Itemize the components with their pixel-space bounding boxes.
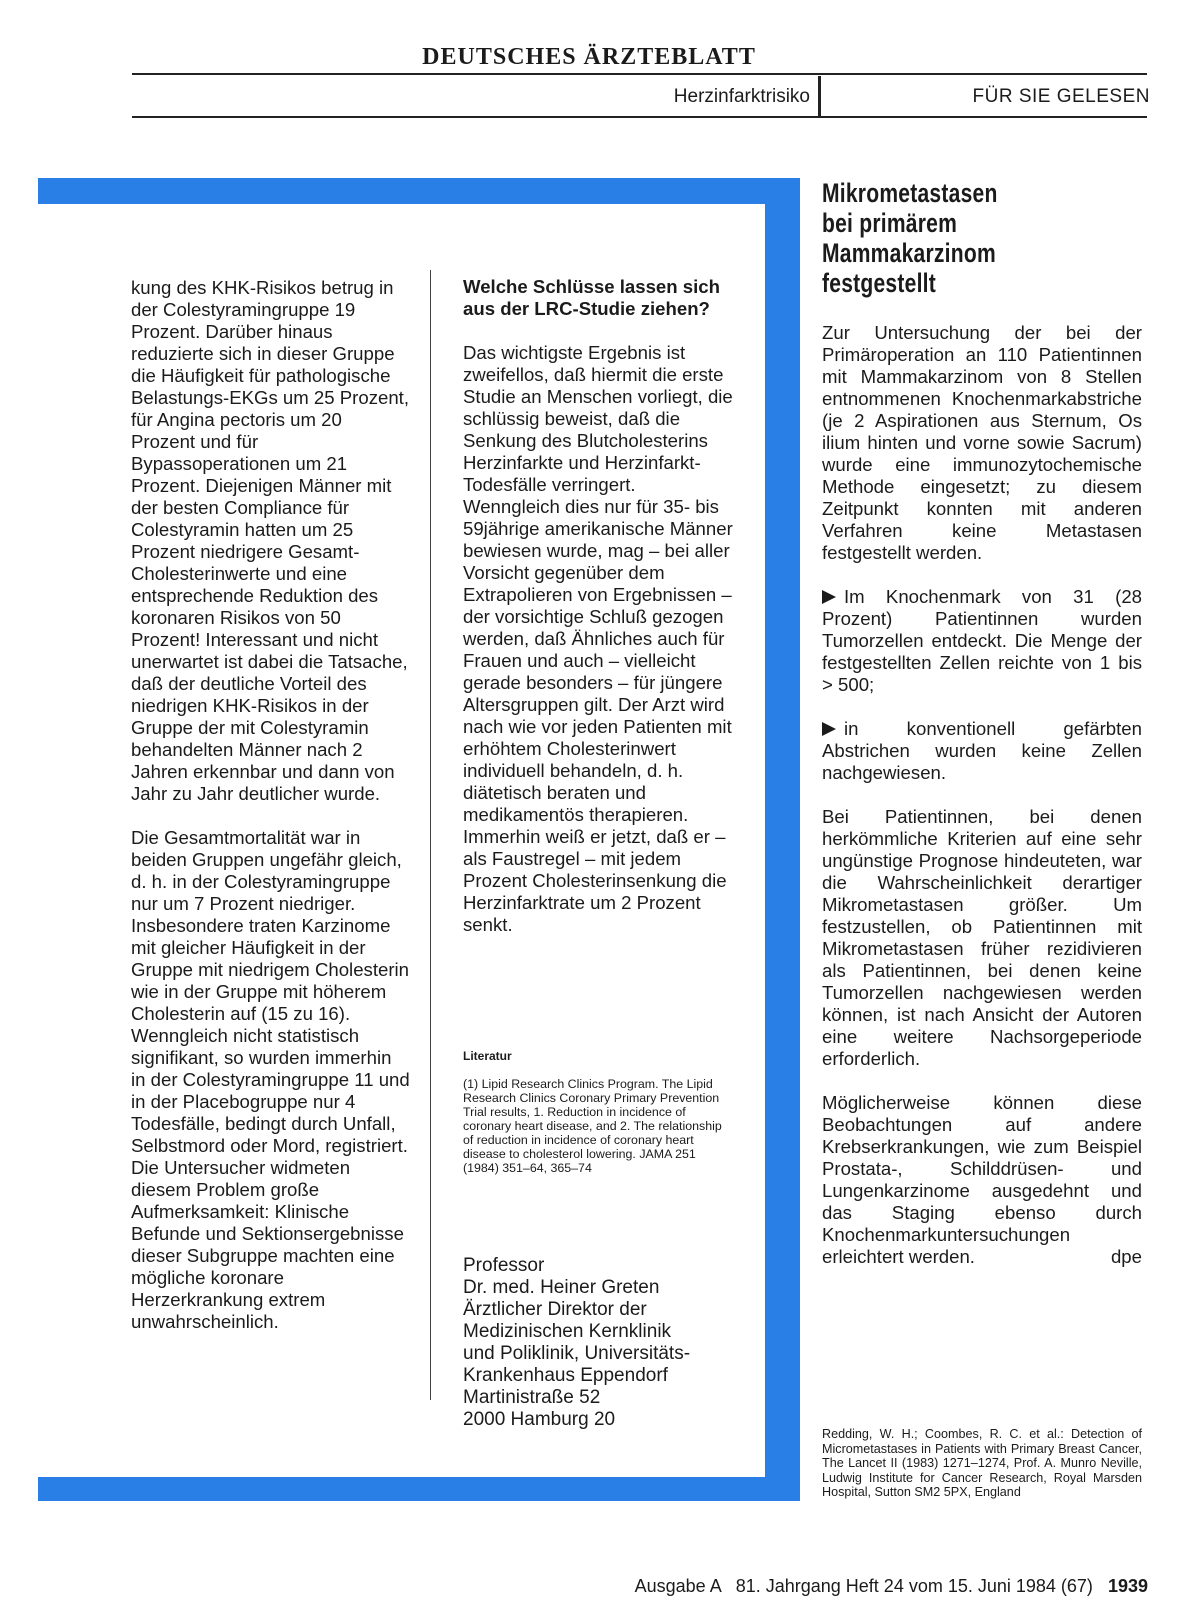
sidebar-intro: Zur Untersuchung der bei der Primäroperation an 110 Patientinnen mit Mammakarzinom von 8 Stellen entnommenen Knochenmarkabstriche (je 2 Aspirationen aus Sternum, Os ilium hinten und vorne sowie Sacrum) wurde eine immunozytochemische Methode eingesetzt; zu diesem Zeitpunkt konnten mit anderen Verfahren keine Metastasen festgestellt werden.: [822, 322, 1142, 563]
sidebar-paragraph-3: Bei Patientinnen, bei denen herkömmliche Kriterien auf eine sehr ungünstige Prognose hindeuteten, war die Wahrscheinlichkeit derartiger Mikrometastasen größer. Um festzustellen, ob Patientinnen mit Mikrometastasen früher rezidivieren als Patientinnen, bei denen keine Tumorzellen nachgewiesen werden können, ist nach Ansicht der Autoren eine weitere Nachsorgeperiode erforderlich.: [822, 806, 1142, 1069]
column-divider: [430, 270, 431, 1400]
headline-line-2: bei primärem: [822, 208, 958, 238]
author-line-1: Professor: [463, 1255, 545, 1276]
literature-text: (1) Lipid Research Clinics Program. The Lipid Research Clinics Coronary Primary Prevention Trial results, 1. Reduction in incidence of coronary heart disease, and 2. The relationship of reduction in incidence of coronary heart disease to cholesterol lowering. JAMA 251 (1984) 351–64, 365–74: [463, 1077, 722, 1175]
header-rule-bottom: [132, 116, 1147, 118]
section-label: FÜR SIE GELESEN: [972, 86, 1150, 107]
column2-subheading: Welche Schlüsse lassen sich aus der LRC-Studie ziehen?: [463, 276, 720, 319]
author-signature: [463, 1255, 763, 1431]
author-line-7: Martinistraße 52: [463, 1387, 601, 1408]
sidebar-body: [822, 322, 1142, 1268]
header-divider: [818, 76, 821, 118]
triangle-bullet-icon: [822, 722, 836, 736]
column1-paragraph-1: kung des KHK-Risikos betrug in der Colestyramingruppe 19 Prozent. Darüber hinaus reduzierte sich in dieser Gruppe die Häufigkeit für pathologische Belastungs-EKGs um 25 Prozent, für Angina pectoris um 20 Prozent und für Bypassoperationen um 21 Prozent. Diejenigen Männer mit der besten Compliance für Colestyramin hatten um 25 Prozent niedrigere Gesamt-Cholesterinwerte und eine entsprechende Reduktion des koronaren Risikos von 50 Prozent! Interessant und nicht unerwartet ist dabei die Tatsache, daß der deutliche Vorteil des niedrigen KHK-Risikos in der Gruppe der mit Colestyramin behandelten Männer nach 2 Jahren erkennbar und dann von Jahr zu Jahr deutlicher wurde.: [131, 277, 410, 804]
topic-label: Herzinfarktrisiko: [673, 86, 810, 107]
blue-frame-right: [765, 178, 800, 1490]
column1-paragraph-2: Die Gesamtmortalität war in beiden Gruppen ungefähr gleich, d. h. in der Colestyramingruppe nur um 7 Prozent niedriger. Insbesondere traten Karzinome mit gleicher Häufigkeit in der Gruppe mit niedrigem Cholesterin wie in der Gruppe mit höherem Cholesterin auf (15 zu 16). Wenngleich nicht statistisch signifikant, so wurden immerhin in der Colestyramingruppe 11 und in der Placebogruppe nur 4 Todesfälle, bedingt durch Unfall, Selbstmord oder Mord, registriert. Die Untersucher widmeten diesem Problem große Aufmerksamkeit: Klinische Befunde und Sektionsergebnisse dieser Subgruppe machten eine mögliche koronare Herzerkrankung extrem unwahrscheinlich.: [131, 827, 410, 1332]
triangle-bullet-icon: [822, 590, 836, 604]
headline-line-1: Mikrometastasen: [822, 178, 998, 208]
author-line-3: Ärztlicher Direktor der: [463, 1299, 647, 1320]
literature-title: Literatur: [463, 1049, 512, 1063]
sidebar-reference: Redding, W. H.; Coombes, R. C. et al.: Detection of Micrometastases in Patients with Primary Breast Cancer, The Lancet II (1983) 1271–1274, Prof. A. Munro Neville, Ludwig Institute for Cancer Research, Royal Marsden Hospital, Sutton SM2 5PX, England: [822, 1427, 1142, 1499]
author-line-6: Krankenhaus Eppendorf: [463, 1365, 668, 1386]
sidebar-headline: [822, 178, 1056, 298]
blue-frame-top: [38, 178, 799, 204]
author-line-4: Medizinischen Kernklinik: [463, 1321, 672, 1342]
blue-frame-bottom: [38, 1477, 800, 1501]
author-line-8: 2000 Hamburg 20: [463, 1409, 616, 1430]
headline-line-4: festgestellt: [822, 268, 937, 298]
page-number: 1939: [1107, 1576, 1148, 1596]
column-2: [463, 276, 735, 958]
sidebar-bullet-2: in konventionell gefärbten Abstrichen wurden keine Zellen nachgewiesen.: [822, 718, 1142, 783]
column2-paragraph: Das wichtigste Ergebnis ist zweifellos, daß hiermit die erste Studie an Menschen vorliegt, die schlüssig beweist, daß die Senkung des Blutcholesterins Herzinfarkte und Herzinfarkt-Todesfälle verringert. Wenngleich dies nur für 35- bis 59jährige amerikanische Männer bewiesen wurde, mag – bei aller Vorsicht gegenüber dem Extrapolieren von Ergebnissen – der vorsichtige Schluß gezogen werden, daß Ähnliches auch für Frauen und auch – vielleicht gerade besonders – für jüngere Altersgruppen gilt. Der Arzt wird nach wie vor jeden Patienten mit erhöhtem Cholesterinwert individuell behandeln, d. h. diätetisch beraten und medikamentös therapieren. Immerhin weiß er jetzt, daß er – als Faustregel – mit jedem Prozent Cholesterinsenkung die Herzinfarktrate um 2 Prozent senkt.: [463, 342, 733, 935]
headline-line-3: Mammakarzinom: [822, 238, 996, 268]
sidebar-bullet-1: Im Knochenmark von 31 (28 Prozent) Patientinnen wurden Tumorzellen entdeckt. Die Menge der festgestellten Zellen reichte von 1 bis > 500;: [822, 586, 1142, 695]
sidebar-paragraph-4: Möglicherweise können diese Beobachtungen auf andere Krebserkrankungen, wie zum Beispiel Prostata-, Schilddrüsen- und Lungenkarzinome ausgedehnt und das Staging ebenso durch Knochenmarkuntersuchungen erleichtert werden. dpe: [822, 1092, 1142, 1267]
masthead: DEUTSCHES ÄRZTEBLATT: [422, 44, 756, 70]
page-footer: [635, 1576, 1148, 1597]
author-line-2: Dr. med. Heiner Greten: [463, 1277, 660, 1298]
edition-info: Ausgabe A 81. Jahrgang Heft 24 vom 15. Juni 1984 (67): [634, 1576, 1093, 1596]
author-line-5: und Poliklinik, Universitäts-: [463, 1343, 691, 1364]
agency-tag: dpe: [1110, 1246, 1142, 1267]
header-rule-top: [132, 73, 1147, 75]
column-1: [131, 277, 411, 1355]
